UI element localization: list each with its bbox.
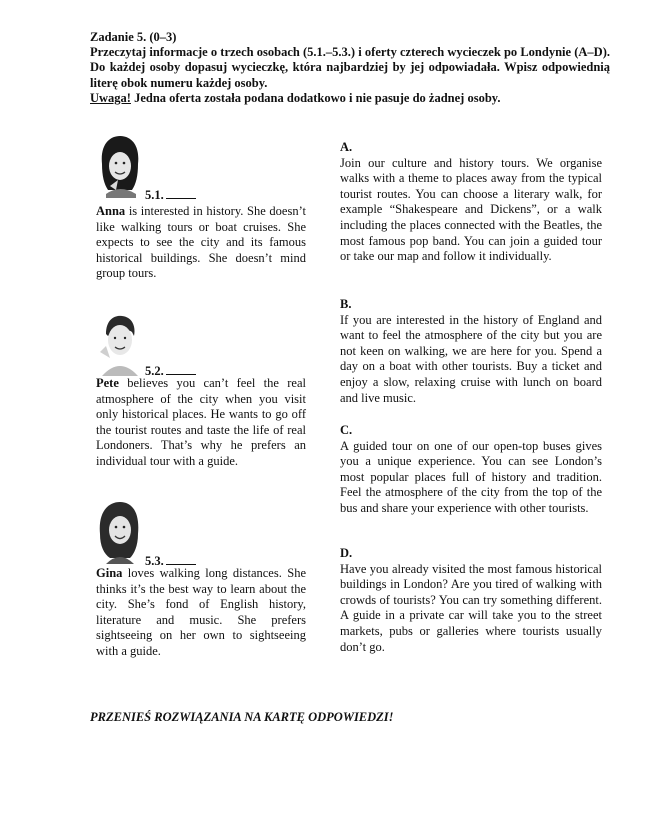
offer-letter: C. — [340, 423, 353, 437]
person-name: Anna — [96, 204, 126, 218]
offer-text: If you are interested in the history of England and want to feel the atmosphere of the city but you are not keen on walking, we are here for you. Spend a day on a boat with other tourists. Buy a ticket and enjoy a slow, relaxing cruise with lunch on board and live music. — [340, 312, 602, 405]
offer-a — [340, 140, 602, 265]
offer-text: Have you already visited the most famous historical buildings in London? Are you tired of walking with crowds of tourists? You can try something different. A guide in a private car will take you to the street markets, pubs or galleries where tourists usually don’t go. — [340, 561, 602, 654]
footer-note: PRZENIEŚ ROZWIĄZANIA NA KARTĘ ODPOWIEDZI! — [90, 710, 394, 724]
offer-letter: D. — [340, 546, 353, 560]
anna-photo — [96, 134, 142, 198]
offer-c — [340, 423, 602, 517]
person-description: Pete believes you can’t feel the real atmosphere of the city when you visit only historical places. He wants to go off the tourist routes and taste the life of real Londoners. That’s why he prefers an individual tour with a guide. — [96, 376, 306, 468]
offer-text: A guided tour on one of our open-top buses gives you a unique experience. You can see London’s most popular places full of history and tradition. Feel the atmosphere of the city from the top of the bus and share your experience with other tourists. — [340, 438, 602, 515]
offer-d — [340, 546, 602, 655]
person-name: Gina — [96, 566, 123, 580]
offer-letter: B. — [340, 297, 352, 311]
person-number: 5.2. — [145, 362, 196, 379]
task-instructions — [90, 45, 610, 91]
task-title: Zadanie 5. (0–3) — [90, 30, 177, 44]
pete-photo — [96, 312, 142, 376]
task-warning — [90, 91, 610, 106]
warning-label: Uwaga! — [90, 90, 131, 105]
instructions-text: Przeczytaj informacje o trzech osobach (5.1.–5.3.) i oferty czterech wycieczek po Londynie (A–D). Do każdej osoby dopasuj wycieczkę, która najbardziej by jej odpowiadała. Wpisz odpowiednią literę obok numeru każdej osoby. — [90, 45, 610, 90]
offer-text: Join our culture and history tours. We organise walks with a theme to places away from the typical tourist routes. You can choose a literary walk, for example “Shakespeare and Dickens”, or a walk including the places connected with the Beatles, the most famous pop band. You can join a guided tour or take our map and follow it individually. — [340, 155, 602, 264]
offer-letter: A. — [340, 140, 353, 154]
warning-text: Jedna oferta została podana dodatkowo i nie pasuje do żadnej osoby. — [130, 90, 501, 105]
person-number: 5.1. — [145, 186, 196, 203]
offer-b — [340, 297, 602, 406]
answer-blank[interactable] — [166, 552, 196, 565]
person-description: Gina loves walking long distances. She thinks it’s the best way to learn about the city. She’s fond of English history, literature and music. She prefers sightseeing on her own to sightseeing with a guide. — [96, 566, 306, 658]
answer-blank[interactable] — [166, 186, 196, 199]
task-header — [90, 30, 610, 106]
person-number: 5.3. — [145, 552, 196, 569]
person-name: Pete — [96, 376, 119, 390]
gina-photo — [96, 500, 142, 564]
answer-blank[interactable] — [166, 362, 196, 375]
person-description: Anna is interested in history. She doesn’t like walking tours or boat cruises. She expects to see the city and its famous historical buildings. She doesn’t mind group tours. — [96, 204, 306, 281]
